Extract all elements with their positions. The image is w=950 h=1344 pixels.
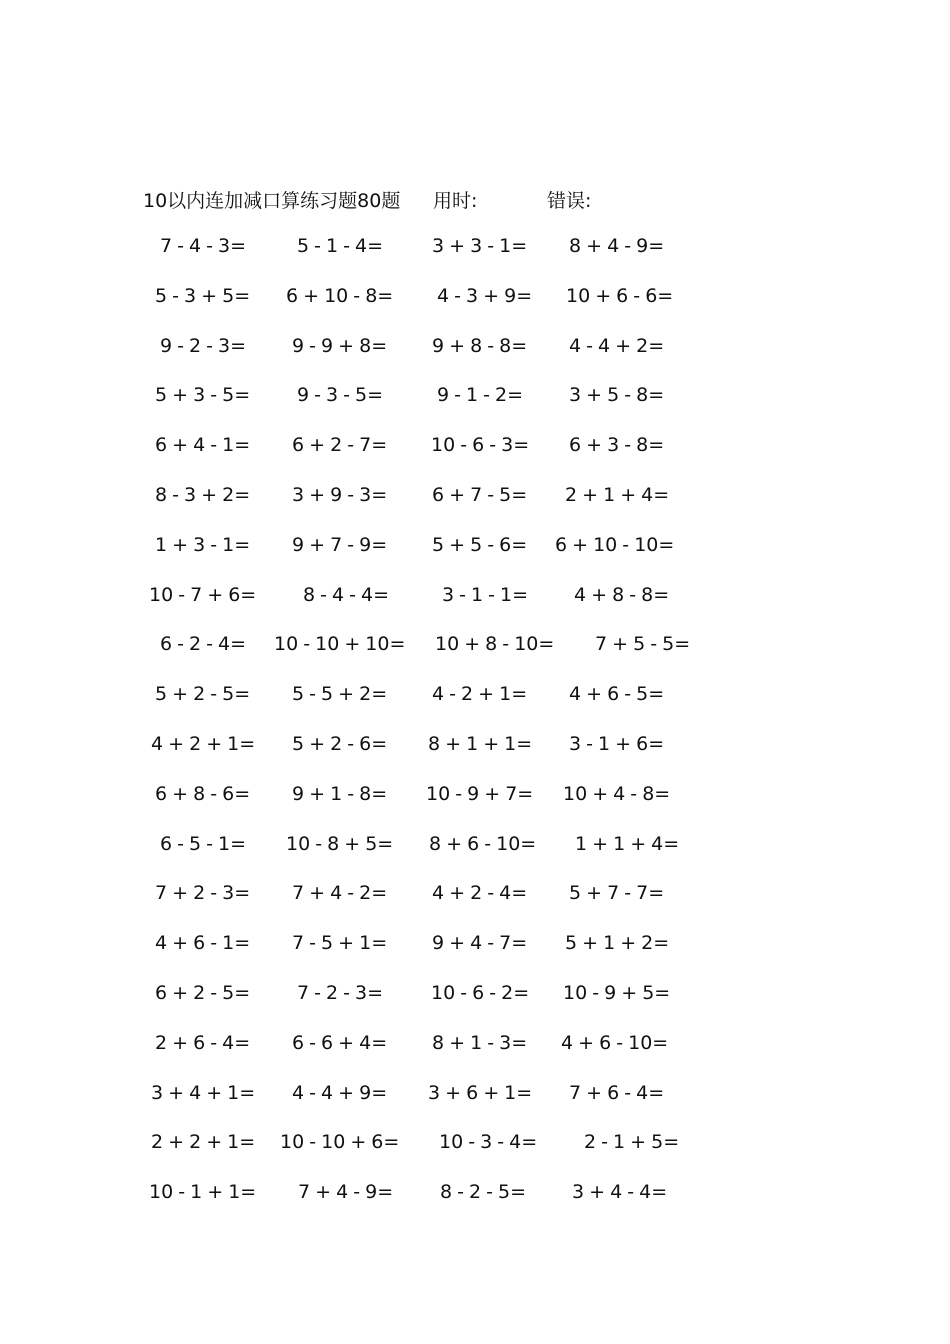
problem-item: 4 + 8 - 8= (574, 583, 670, 606)
problem-item: 4 + 6 - 1= (155, 932, 251, 955)
problem-item: 6 + 2 - 5= (155, 981, 251, 1004)
problem-row (0, 1131, 950, 1181)
problem-item: 10 - 8 + 5= (286, 832, 394, 855)
problem-row (0, 982, 950, 1032)
problem-row (0, 1181, 950, 1231)
problem-item: 8 + 6 - 10= (429, 832, 537, 855)
problem-item: 9 + 4 - 7= (432, 932, 528, 955)
problem-item: 10 - 6 - 2= (431, 981, 530, 1004)
problem-item: 10 - 9 + 5= (563, 981, 671, 1004)
problem-grid (0, 235, 950, 1231)
problem-item: 3 - 1 - 1= (442, 583, 529, 606)
problem-item: 5 + 2 - 6= (292, 732, 388, 755)
problem-item: 4 - 4 + 9= (292, 1081, 388, 1104)
problem-item: 3 - 1 + 6= (569, 732, 665, 755)
problem-item: 7 + 4 - 9= (298, 1181, 394, 1204)
problem-item: 5 + 3 - 5= (155, 384, 251, 407)
problem-row (0, 484, 950, 534)
problem-item: 2 - 1 + 5= (584, 1131, 680, 1154)
problem-item: 6 + 10 - 8= (286, 284, 394, 307)
problem-item: 2 + 6 - 4= (155, 1031, 251, 1054)
error-label: 错误: (547, 190, 592, 212)
problem-item: 8 - 2 - 5= (440, 1181, 527, 1204)
problem-row (0, 932, 950, 982)
problem-item: 7 - 5 + 1= (292, 932, 388, 955)
problem-item: 9 - 9 + 8= (292, 334, 388, 357)
problem-item: 5 - 1 - 4= (297, 235, 384, 257)
problem-item: 10 - 6 - 3= (431, 434, 530, 457)
problem-item: 10 - 3 - 4= (439, 1131, 538, 1154)
problem-row (0, 335, 950, 385)
problem-item: 8 + 1 - 3= (432, 1031, 528, 1054)
problem-item: 4 + 6 - 10= (561, 1031, 669, 1054)
problem-item: 10 + 8 - 10= (435, 633, 555, 656)
problem-item: 6 + 4 - 1= (155, 434, 251, 457)
problem-item: 4 - 2 + 1= (432, 683, 528, 706)
problem-item: 7 + 6 - 4= (569, 1081, 665, 1104)
problem-item: 4 + 6 - 5= (569, 683, 665, 706)
problem-item: 3 + 4 + 1= (151, 1081, 256, 1104)
problem-item: 10 + 4 - 8= (563, 782, 671, 805)
time-label: 用时: (433, 190, 478, 212)
problem-row (0, 882, 950, 932)
problem-item: 6 - 6 + 4= (292, 1031, 388, 1054)
problem-item: 8 + 4 - 9= (569, 235, 665, 257)
problem-item: 4 - 3 + 9= (437, 284, 533, 307)
problem-item: 1 + 1 + 4= (575, 832, 680, 855)
problem-item: 4 + 2 - 4= (432, 882, 528, 905)
problem-item: 6 - 2 - 4= (160, 633, 247, 656)
problem-item: 10 + 6 - 6= (566, 284, 674, 307)
problem-item: 3 + 9 - 3= (292, 483, 388, 506)
problem-item: 10 - 9 + 7= (426, 782, 534, 805)
problem-item: 4 + 2 + 1= (151, 732, 256, 755)
problem-row (0, 683, 950, 733)
problem-row (0, 434, 950, 484)
problem-item: 8 - 3 + 2= (155, 483, 251, 506)
problem-row (0, 534, 950, 584)
problem-item: 8 + 1 + 1= (428, 732, 533, 755)
problem-item: 6 + 10 - 10= (555, 533, 675, 556)
problem-item: 8 - 4 - 4= (303, 583, 390, 606)
problem-item: 2 + 1 + 4= (565, 483, 670, 506)
problem-item: 5 + 5 - 6= (432, 533, 528, 556)
problem-row (0, 1082, 950, 1132)
problem-row (0, 633, 950, 683)
problem-item: 6 + 2 - 7= (292, 434, 388, 457)
problem-item: 7 + 2 - 3= (155, 882, 251, 905)
problem-item: 10 - 10 + 10= (274, 633, 406, 656)
problem-item: 3 + 5 - 8= (569, 384, 665, 407)
problem-item: 7 + 4 - 2= (292, 882, 388, 905)
problem-item: 6 + 7 - 5= (432, 483, 528, 506)
problem-item: 6 + 8 - 6= (155, 782, 251, 805)
problem-item: 9 + 1 - 8= (292, 782, 388, 805)
problem-item: 3 + 4 - 4= (572, 1181, 668, 1204)
problem-item: 3 + 6 + 1= (428, 1081, 533, 1104)
problem-item: 5 - 5 + 2= (292, 683, 388, 706)
problem-item: 10 - 1 + 1= (149, 1181, 257, 1204)
problem-item: 9 + 7 - 9= (292, 533, 388, 556)
problem-item: 4 - 4 + 2= (569, 334, 665, 357)
problem-row (0, 384, 950, 434)
problem-item: 9 - 3 - 5= (297, 384, 384, 407)
problem-row (0, 1032, 950, 1082)
problem-item: 5 + 1 + 2= (565, 932, 670, 955)
problem-item: 9 - 2 - 3= (160, 334, 247, 357)
problem-item: 6 - 5 - 1= (160, 832, 247, 855)
problem-item: 10 - 10 + 6= (280, 1131, 400, 1154)
problem-item: 9 + 8 - 8= (432, 334, 528, 357)
problem-item: 5 + 2 - 5= (155, 683, 251, 706)
problem-item: 9 - 1 - 2= (437, 384, 524, 407)
problem-item: 10 - 7 + 6= (149, 583, 257, 606)
problem-item: 1 + 3 - 1= (155, 533, 251, 556)
problem-item: 3 + 3 - 1= (432, 235, 528, 257)
problem-row (0, 833, 950, 883)
problem-item: 5 + 7 - 7= (569, 882, 665, 905)
problem-row (0, 285, 950, 335)
worksheet-title: 10以内连加减口算练习题80题 (143, 190, 401, 212)
problem-row (0, 783, 950, 833)
problem-row (0, 584, 950, 634)
problem-row (0, 733, 950, 783)
problem-item: 7 - 4 - 3= (160, 235, 247, 257)
problem-item: 7 + 5 - 5= (595, 633, 691, 656)
problem-item: 7 - 2 - 3= (297, 981, 384, 1004)
problem-item: 6 + 3 - 8= (569, 434, 665, 457)
problem-row (0, 235, 950, 285)
problem-item: 5 - 3 + 5= (155, 284, 251, 307)
problem-item: 2 + 2 + 1= (151, 1131, 256, 1154)
